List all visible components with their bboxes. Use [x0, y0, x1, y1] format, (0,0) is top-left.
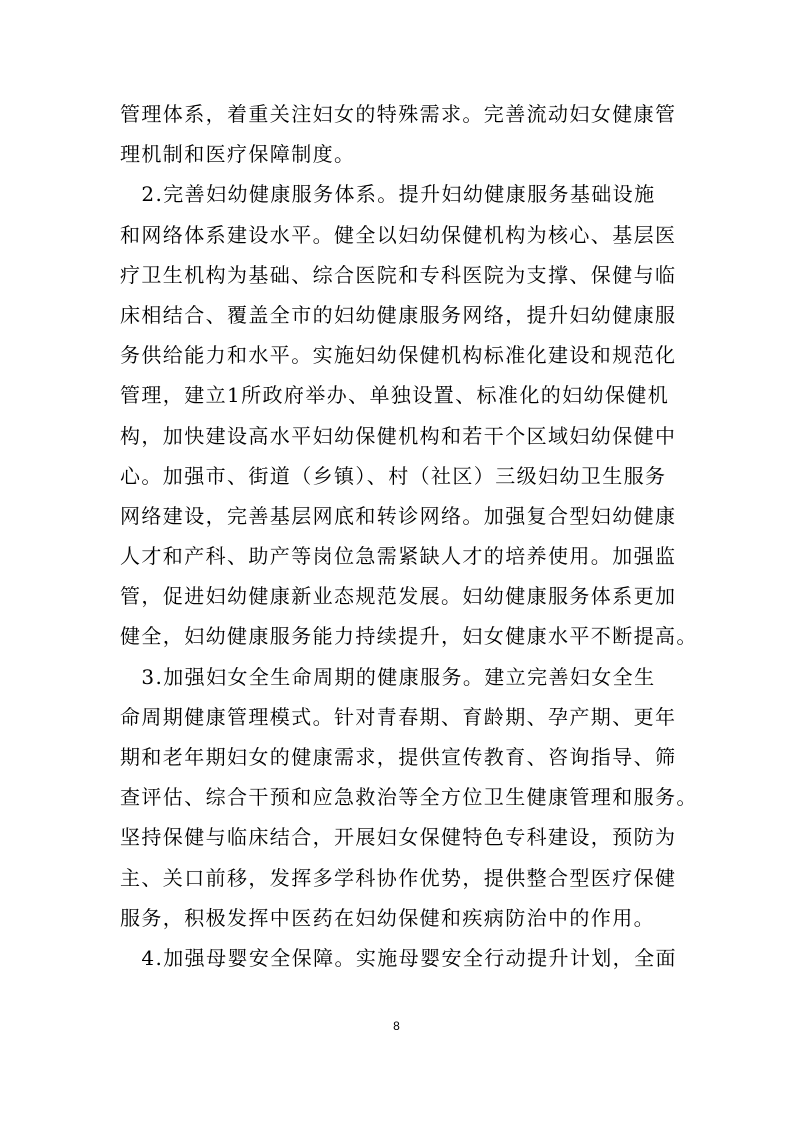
text-line: 网络建设，完善基层网底和转诊网络。加强复合型妇幼健康 — [120, 503, 677, 528]
text-line: 床相结合、覆盖全市的妇幼健康服务网络，提升妇幼健康服 — [120, 302, 677, 327]
text-line: 人才和产科、助产等岗位急需紧缺人才的培养使用。加强监 — [120, 544, 677, 569]
text-line: 主、关口前移，发挥多学科协作优势，提供整合型医疗保健 — [120, 865, 677, 890]
text-line: 心。加强市、街道（乡镇）、村（社区）三级妇幼卫生服务 — [120, 463, 667, 488]
text-line: 命周期健康管理模式。针对青春期、育龄期、孕产期、更年 — [120, 704, 677, 729]
text-line: 3.加强妇女全生命周期的健康服务。建立完善妇女全生 — [120, 664, 656, 689]
page-number: 8 — [393, 1019, 400, 1033]
text-line: 管理，建立1所政府举办、单独设置、标准化的妇幼保健机 — [120, 383, 670, 408]
body-text — [120, 94, 698, 978]
text-line: 构，加快建设高水平妇幼保健机构和若干个区域妇幼保健中 — [120, 423, 677, 448]
text-line: 服务，积极发挥中医药在妇幼保健和疾病防治中的作用。 — [120, 905, 655, 930]
text-line: 查评估、综合干预和应急救治等全方位卫生健康管理和服务。 — [120, 785, 698, 810]
text-line: 务供给能力和水平。实施妇幼保健机构标准化建设和规范化 — [120, 343, 677, 368]
text-line: 理机制和医疗保障制度。 — [120, 142, 356, 167]
text-line: 2.完善妇幼健康服务体系。提升妇幼健康服务基础设施 — [120, 182, 656, 207]
text-line: 和网络体系建设水平。健全以妇幼保健机构为核心、基层医 — [120, 222, 677, 247]
text-line: 疗卫生机构为基础、综合医院和专科医院为支撑、保健与临 — [120, 262, 677, 287]
text-line: 4.加强母婴安全保障。实施母婴安全行动提升计划，全面 — [120, 945, 677, 970]
text-line: 坚持保健与临床结合，开展妇女保健特色专科建设，预防为 — [120, 825, 677, 850]
text-line: 管，促进妇幼健康新业态规范发展。妇幼健康服务体系更加 — [120, 584, 677, 609]
text-line: 健全，妇幼健康服务能力持续提升，妇女健康水平不断提高。 — [120, 624, 698, 649]
text-line: 期和老年期妇女的健康需求，提供宣传教育、咨询指导、筛 — [120, 745, 677, 769]
text-line: 管理体系，着重关注妇女的特殊需求。完善流动妇女健康管 — [120, 102, 677, 126]
